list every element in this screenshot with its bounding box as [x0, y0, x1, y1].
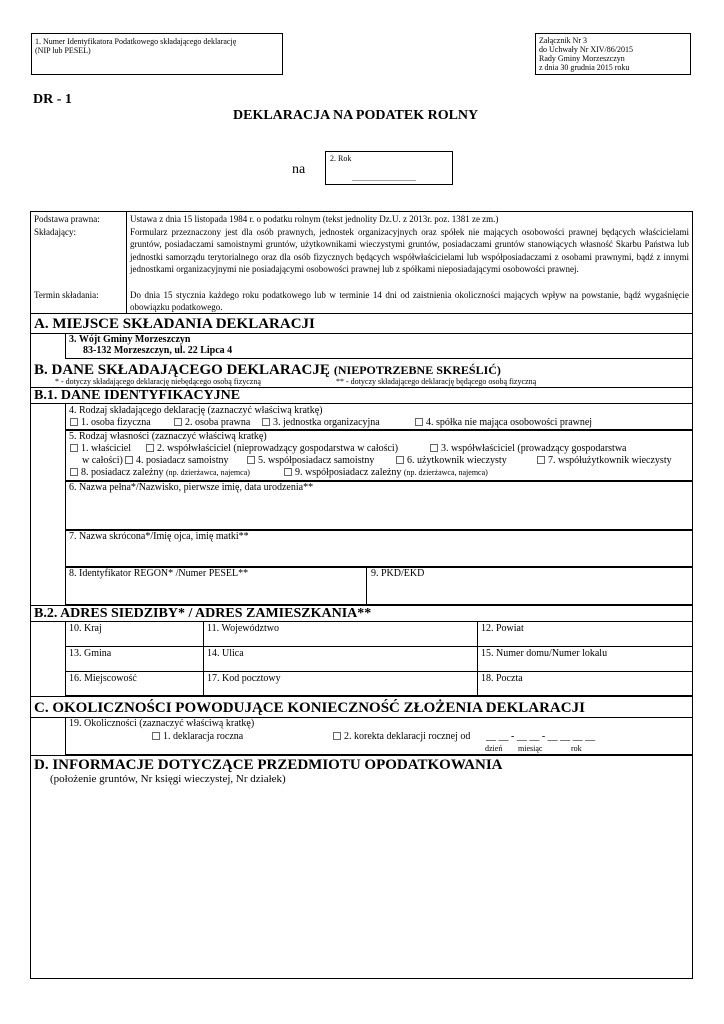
checkbox-icon: [430, 444, 438, 452]
section-b1-title: B.1. DANE IDENTYFIKACYJNE: [34, 388, 241, 403]
field-13-gmina[interactable]: 13. Gmina: [69, 648, 112, 659]
section-b-note-2: ** - dotyczy składającego deklarację będącego osobą fizyczną: [336, 377, 537, 386]
checkbox-icon: [152, 732, 160, 740]
checkbox-icon: [70, 468, 78, 476]
form-title: DEKLARACJA NA PODATEK ROLNY: [233, 108, 479, 123]
annex-line-3: Rady Gminy Morzeszczyn: [539, 54, 625, 63]
basis-text: Ustawa z dnia 15 listopada 1984 r. o podatku rolnym (tekst jednolity Dz.U. z 2013r. poz. 1381 ze zm.): [130, 214, 499, 224]
section-a-title: A. MIEJSCE SKŁADANIA DEKLARACJI: [34, 316, 315, 332]
basis-label: Podstawa prawna:: [34, 214, 100, 224]
office-address: 83-132 Morzeszczyn, ul. 22 Lipca 4: [83, 345, 233, 356]
year-dots: ................................: [352, 174, 416, 183]
opt19-label: 1. deklaracja roczna: [163, 731, 244, 742]
field-17-kod-pocztowy[interactable]: 17. Kod pocztowy: [207, 673, 281, 684]
opt19-korekta[interactable]: [333, 731, 470, 743]
opt4-label: 2. osoba prawna: [185, 417, 251, 428]
annex-box: [535, 33, 691, 75]
opt5-6[interactable]: [396, 455, 507, 467]
na-label: na: [292, 162, 306, 177]
correction-date-input[interactable]: __ __ - __ __ - __ __ __ __: [486, 731, 596, 742]
section-b-title-suffix: (NIEPOTRZEBNE SKREŚLIĆ): [333, 363, 501, 377]
date-day-label: dzień: [485, 744, 503, 753]
opt5-1[interactable]: [70, 443, 131, 455]
checkbox-icon: [284, 468, 292, 476]
field-8-label: 8. Identyfikator REGON* /Numer PESEL**: [69, 568, 249, 579]
date-month-label: miesiąc: [518, 744, 543, 753]
opt5-label: 9. współposiadacz zależny: [295, 467, 402, 478]
checkbox-icon: [70, 444, 78, 452]
year-label: 2. Rok: [330, 154, 352, 163]
opt4-label: 3. jednostka organizacyjna: [273, 417, 380, 428]
opt5-label: 1. właściciel: [81, 443, 131, 454]
nip-label-sub: (NIP lub PESEL): [35, 46, 91, 55]
checkbox-icon: [537, 456, 545, 464]
section-d-title: D. INFORMACJE DOTYCZĄCE PRZEDMIOTU OPODATKOWANIA: [34, 757, 503, 773]
nip-box[interactable]: [31, 33, 283, 75]
checkbox-icon: [262, 418, 270, 426]
field-19-label: 19. Okoliczności (zaznaczyć właściwą kratkę): [69, 718, 255, 729]
filer-label: Składający:: [34, 227, 76, 237]
field-5-label: 5. Rodzaj własności (zaznaczyć właściwą kratkę): [69, 431, 267, 442]
checkbox-icon: [415, 418, 423, 426]
opt5-3[interactable]: [430, 443, 627, 455]
checkbox-icon: [146, 444, 154, 452]
field-6-label: 6. Nazwa pełna*/Nazwisko, pierwsze imię, data urodzenia**: [69, 482, 314, 493]
checkbox-icon: [333, 732, 341, 740]
nip-label: 1. Numer Identyfikatora Podatkowego składającego deklarację: [35, 37, 237, 46]
opt4-prawna[interactable]: [174, 417, 250, 429]
opt19-label: 2. korekta deklaracji rocznej od: [344, 731, 471, 742]
checkbox-icon: [70, 418, 78, 426]
year-box[interactable]: [325, 151, 453, 185]
opt4-label: 4. spółka nie mająca osobowości prawnej: [426, 417, 593, 428]
opt5-2[interactable]: [146, 443, 398, 455]
deadline-text: Do dnia 15 stycznia każdego roku podatkowego lub w terminie 14 dni od zaistnienia okoliczności mających wpływ na powstanie, bądź wygaśnięcie obowiązku podatkowego.: [130, 290, 689, 312]
opt5-3-cont: w całości): [82, 455, 123, 466]
form-code: DR - 1: [33, 92, 72, 107]
field-4-label: 4. Rodzaj składającego deklarację (zaznaczyć właściwą kratkę): [69, 405, 323, 416]
opt5-4[interactable]: [125, 455, 228, 467]
opt5-label: 3. współwłaściciel (prowadzący gospodarstwa: [441, 443, 627, 454]
opt5-note: (np. dzierżawca, najemca): [165, 468, 250, 477]
field-15-numer-domu[interactable]: 15. Numer domu/Numer lokalu: [481, 648, 608, 659]
section-d-subtitle: (położenie gruntów, Nr księgi wieczystej, Nr działek): [50, 773, 286, 785]
section-b-note-1: * - dotyczy składającego deklarację niebędącego osobą fizyczną: [55, 377, 261, 386]
checkbox-icon: [174, 418, 182, 426]
opt5-note: (np. dzierżawca, najemca): [403, 468, 488, 477]
opt5-label: 7. współużytkownik wieczysty: [548, 455, 672, 466]
opt4-label: 1. osoba fizyczna: [81, 417, 151, 428]
opt5-5[interactable]: [247, 455, 374, 467]
filer-text: Formularz przeznaczony jest dla osób prawnych, jednostek organizacyjnych oraz spółek nie mających osobowości prawnej będących właścicielami gruntów, posiadaczami samoistnymi gruntów, użytkownikami wieczystymi gruntów, posiadaczami gruntów stanowiących własność Skarbu Państwa lub jednostki samorządu terytorialnego oraz dla osób fizycznych będących współwłaścicielami lub współposiadaczami z osobami prawnymi, bądź z innymi jednostkami organizacyjnymi nie posiadającymi osobowości prawnej lub z spółkami nieposiadającymi osobowości prawnej.: [130, 227, 689, 274]
opt5-label: 2. współwłaściciel (nieprowadzący gospodarstwa w całości): [157, 443, 399, 454]
date-year-label: rok: [571, 744, 582, 753]
checkbox-icon: [125, 456, 133, 464]
annex-line-2: do Uchwały Nr XIV/86/2015: [539, 45, 633, 54]
opt5-label: 8. posiadacz zależny: [81, 467, 164, 478]
field-7-label: 7. Nazwa skrócona*/Imię ojca, imię matki**: [69, 531, 249, 542]
opt5-label: 4. posiadacz samoistny: [136, 455, 229, 466]
field-18-poczta[interactable]: 18. Poczta: [481, 673, 523, 684]
annex-line-4: z dnia 30 grudnia 2015 roku: [539, 63, 630, 72]
field-16-miejscowosc[interactable]: 16. Miejscowość: [69, 673, 137, 684]
opt5-7[interactable]: [537, 455, 672, 467]
opt5-label: 6. użytkownik wieczysty: [407, 455, 507, 466]
field-14-ulica[interactable]: 14. Ulica: [207, 648, 244, 659]
opt19-roczna[interactable]: [152, 731, 243, 743]
section-d-content-area[interactable]: [31, 790, 692, 978]
opt5-9[interactable]: [284, 467, 488, 479]
field-11-wojewodztwo[interactable]: 11. Województwo: [207, 623, 279, 634]
section-b2-title: B.2. ADRES SIEDZIBY* / ADRES ZAMIESZKANIA**: [34, 606, 372, 621]
checkbox-icon: [247, 456, 255, 464]
opt5-label: 5. współposiadacz samoistny: [258, 455, 375, 466]
opt5-8[interactable]: [70, 467, 250, 479]
field-9-label: 9. PKD/EKD: [371, 568, 425, 579]
field-12-powiat[interactable]: 12. Powiat: [481, 623, 524, 634]
annex-line-1: Załącznik Nr 3: [539, 36, 587, 45]
deadline-label: Termin składania:: [34, 290, 99, 300]
section-c-title: C. OKOLICZNOŚCI POWODUJĄCE KONIECZNOŚĆ ZŁOŻENIA DEKLARACJI: [34, 700, 585, 716]
opt4-jednostka[interactable]: [262, 417, 380, 429]
section-b-title-main: B. DANE SKŁADAJĄCEGO DEKLARACJĘ: [34, 362, 330, 378]
field-10-kraj[interactable]: 10. Kraj: [69, 623, 102, 634]
opt4-spolka[interactable]: [415, 417, 592, 429]
office-label-text: 3. Wójt Gminy Morzeszczyn: [69, 334, 191, 345]
checkbox-icon: [396, 456, 404, 464]
opt4-fizyczna[interactable]: [70, 417, 151, 429]
